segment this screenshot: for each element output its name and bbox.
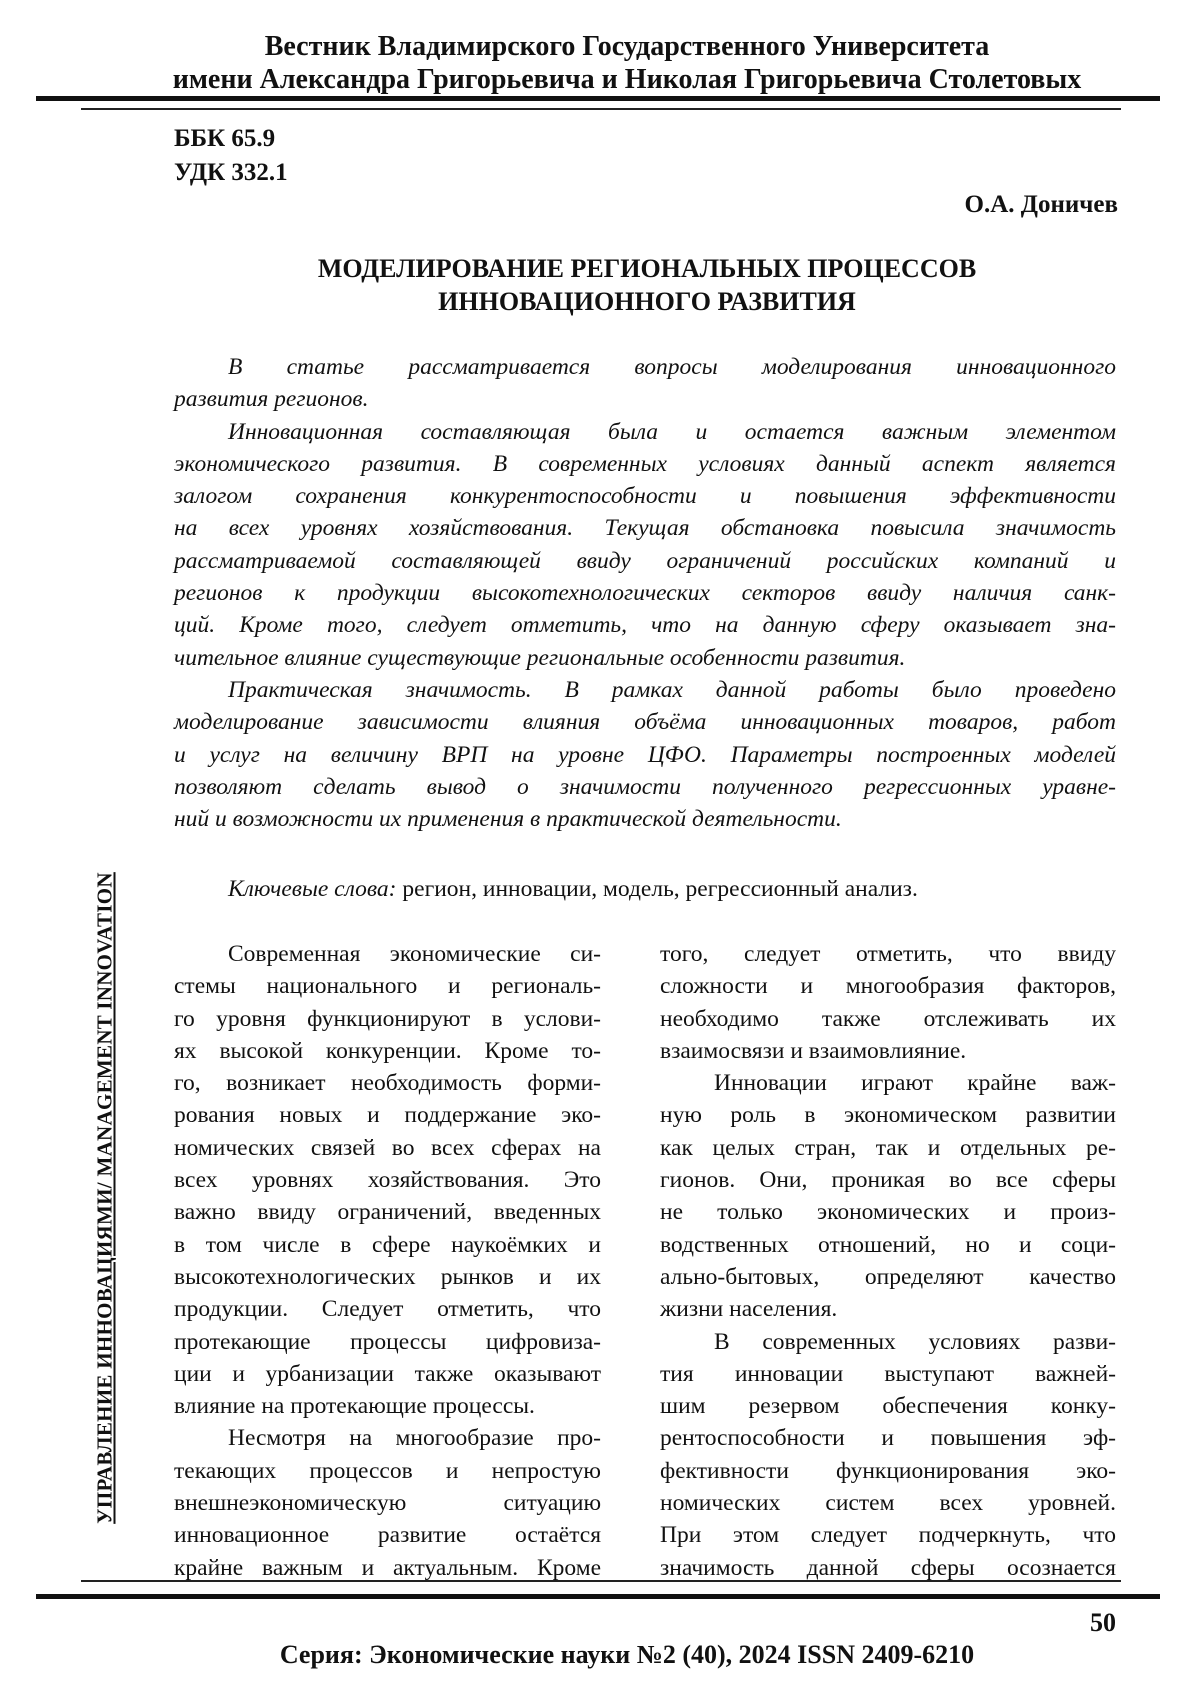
body-column-right: [660, 938, 1116, 1584]
text-line: рования новых и поддержание эко-: [174, 1099, 601, 1131]
footer-rule-thin: [81, 1580, 1121, 1582]
text-line: экономического развития. В современных условиях данный аспект является: [174, 448, 1116, 480]
text-line: номических связей во всех сферах на: [174, 1132, 601, 1164]
article-title-line-1: МОДЕЛИРОВАНИЕ РЕГИОНАЛЬНЫХ ПРОЦЕССОВ: [174, 252, 1120, 285]
text-line: сложности и многообразия факторов,: [660, 970, 1116, 1002]
text-line: фективности функционирования эко-: [660, 1455, 1116, 1487]
text-line: В статье рассматривается вопросы моделирования инновационного: [174, 351, 1116, 383]
text-line: необходимо также отслеживать их: [660, 1003, 1116, 1035]
text-line: позволяют сделать вывод о значимости полученного регрессионных уравне-: [174, 771, 1116, 803]
text-line: и услуг на величину ВРП на уровне ЦФО. Параметры построенных моделей: [174, 739, 1116, 771]
text-line: ний и возможности их применения в практической деятельности.: [174, 803, 1116, 835]
abstract: [174, 351, 1116, 835]
text-line: водственных отношений, но и соци-: [660, 1229, 1116, 1261]
text-line: ций. Кроме того, следует отметить, что на данную сферу оказывает зна-: [174, 609, 1116, 641]
text-line: тия инновации выступают важней-: [660, 1358, 1116, 1390]
text-line: ции и урбанизации также оказывают: [174, 1358, 601, 1390]
keywords-label: Ключевые слова:: [228, 876, 397, 902]
text-line: го, возникает необходимость форми-: [174, 1067, 601, 1099]
text-line: в том числе в сфере наукоёмких и: [174, 1229, 601, 1261]
text-line: всех уровнях хозяйствования. Это: [174, 1164, 601, 1196]
keywords: [228, 873, 918, 905]
text-line: моделирование зависимости влияния объёма инновационных товаров, работ: [174, 706, 1116, 738]
article-title-line-2: ИННОВАЦИОННОГО РАЗВИТИЯ: [174, 285, 1120, 318]
text-line: значимость данной сферы осознается: [660, 1552, 1116, 1584]
text-line: рентоспособности и повышения эф-: [660, 1422, 1116, 1454]
text-line: внешнеэкономическую ситуацию: [174, 1487, 601, 1519]
series-footer: Серия: Экономические науки №2 (40), 2024 ISSN 2409-6210: [0, 1640, 1200, 1670]
text-line: регионов к продукции высокотехнологических секторов ввиду наличия санк-: [174, 577, 1116, 609]
text-line: рассматриваемой составляющей ввиду ограничений российских компаний и: [174, 545, 1116, 577]
header-rule-thick: [36, 96, 1160, 101]
text-line: Современная экономические си-: [174, 938, 601, 970]
text-line: В современных условиях разви-: [660, 1326, 1116, 1358]
text-line: высокотехнологических рынков и их: [174, 1261, 601, 1293]
text-line: ально-бытовых, определяют качество: [660, 1261, 1116, 1293]
text-line: номических систем всех уровней.: [660, 1487, 1116, 1519]
text-line: залогом сохранения конкурентоспособности и повышения эффективности: [174, 480, 1116, 512]
text-line: текающих процессов и непростую: [174, 1455, 601, 1487]
udk-code: УДК 332.1: [174, 158, 288, 188]
text-line: стемы национального и региональ-: [174, 970, 601, 1002]
footer-rule-thick: [36, 1594, 1160, 1599]
text-line: на всех уровнях хозяйствования. Текущая обстановка повысила значимость: [174, 512, 1116, 544]
section-side-label: УПРАВЛЕНИЕ ИННОВАЦИЯМИ/ MANAGEMENT INNOVATION: [93, 872, 118, 1524]
body-column-left: [174, 938, 601, 1584]
bbk-code: ББК 65.9: [174, 124, 275, 154]
page-number: 50: [1090, 1608, 1116, 1638]
text-line: развития регионов.: [174, 383, 1116, 415]
text-line: жизни населения.: [660, 1293, 1116, 1325]
journal-title-line-1: Вестник Владимирского Государственного Университета: [0, 30, 1200, 64]
text-line: крайне важным и актуальным. Кроме: [174, 1552, 601, 1584]
text-line: шим резервом обеспечения конку-: [660, 1390, 1116, 1422]
text-line: ях высокой конкуренции. Кроме то-: [174, 1035, 601, 1067]
text-line: Практическая значимость. В рамках данной работы было проведено: [174, 674, 1116, 706]
text-line: Инновационная составляющая была и остается важным элементом: [174, 416, 1116, 448]
journal-title-line-2: имени Александра Григорьевича и Николая Григорьевича Столетовых: [0, 63, 1200, 97]
text-line: не только экономических и произ-: [660, 1196, 1116, 1228]
text-line: как целых стран, так и отдельных ре-: [660, 1132, 1116, 1164]
text-line: инновационное развитие остаётся: [174, 1519, 601, 1551]
text-line: Инновации играют крайне важ-: [660, 1067, 1116, 1099]
text-line: гионов. Они, проникая во все сферы: [660, 1164, 1116, 1196]
text-line: важно ввиду ограничений, введенных: [174, 1196, 601, 1228]
text-line: чительное влияние существующие региональные особенности развития.: [174, 642, 1116, 674]
text-line: При этом следует подчеркнуть, что: [660, 1519, 1116, 1551]
keywords-text: регион, инновации, модель, регрессионный анализ.: [397, 876, 918, 902]
text-line: продукции. Следует отметить, что: [174, 1293, 601, 1325]
text-line: взаимосвязи и взаимовлияние.: [660, 1035, 1116, 1067]
text-line: того, следует отметить, что ввиду: [660, 938, 1116, 970]
text-line: протекающие процессы цифровиза-: [174, 1326, 601, 1358]
header-rule-thin: [81, 108, 1121, 110]
text-line: Несмотря на многообразие про-: [174, 1422, 601, 1454]
text-line: влияние на протекающие процессы.: [174, 1390, 601, 1422]
author: О.А. Доничев: [965, 190, 1118, 220]
text-line: ную роль в экономическом развитии: [660, 1099, 1116, 1131]
text-line: го уровня функционируют в услови-: [174, 1003, 601, 1035]
